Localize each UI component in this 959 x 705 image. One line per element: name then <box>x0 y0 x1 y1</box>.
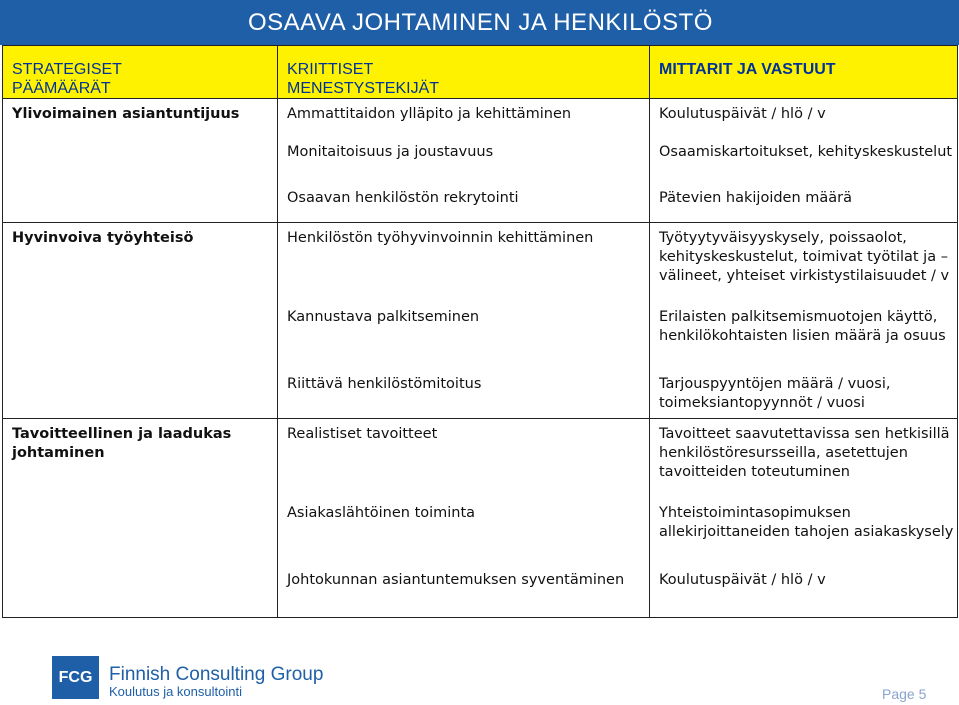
success-factor: Realistiset tavoitteet <box>278 418 650 504</box>
header-critical-success-factors: KRIITTISET MENESTYSTEKIJÄT <box>278 46 650 99</box>
success-factor: Kannustava palkitseminen <box>278 308 650 375</box>
metric: Työtyytyväisyyskysely, poissaolot, kehityskeskustelut, toimivat työtilat ja –välineet, yhteiset virkistystilaisuudet / v <box>650 222 958 308</box>
strategic-goal <box>3 308 278 375</box>
page-title: OSAAVA JOHTAMINEN JA HENKILÖSTÖ <box>248 8 713 36</box>
table-row <box>3 222 958 308</box>
header-metrics: MITTARIT JA VASTUUT <box>650 46 958 99</box>
strategic-goal: Hyvinvoiva työyhteisö <box>3 222 278 308</box>
metric: Erilaisten palkitsemismuotojen käyttö, henkilökohtaisten lisien määrä ja osuus <box>650 308 958 375</box>
table-row <box>3 308 958 375</box>
metric: Koulutuspäivät / hlö / v <box>650 571 958 617</box>
success-factor: Riittävä henkilöstömitoitus <box>278 375 650 418</box>
table-row <box>3 504 958 571</box>
title-bar <box>0 0 959 45</box>
success-factor: Ammattitaidon ylläpito ja kehittäminen <box>278 99 650 144</box>
strategic-goal: Tavoitteellinen ja laadukas johtaminen <box>3 418 278 504</box>
strategic-goal <box>3 504 278 571</box>
table-row <box>3 375 958 418</box>
strategic-goal <box>3 189 278 222</box>
metric: Yhteistoimintasopimuksen allekirjoittaneiden tahojen asiakaskysely <box>650 504 958 571</box>
table-row <box>3 99 958 144</box>
strategic-goal <box>3 571 278 617</box>
company-tagline: Koulutus ja konsultointi <box>109 684 242 699</box>
strategic-goal: Ylivoimainen asiantuntijuus <box>3 99 278 144</box>
header-strategic-goals: STRATEGISET PÄÄMÄÄRÄT <box>3 46 278 99</box>
metric: Osaamiskartoitukset, kehityskeskustelut <box>650 143 958 189</box>
success-factor: Henkilöstön työhyvinvoinnin kehittäminen <box>278 222 650 308</box>
metric: Tavoitteet saavutettavissa sen hetkisillä henkilöstöresursseilla, asetettujen tavoitteiden toteutuminen <box>650 418 958 504</box>
metric: Koulutuspäivät / hlö / v <box>650 99 958 144</box>
strategic-goal <box>3 375 278 418</box>
table-header-row <box>3 46 958 99</box>
success-factor: Monitaitoisuus ja joustavuus <box>278 143 650 189</box>
strategic-goal <box>3 143 278 189</box>
strategy-table <box>2 45 958 618</box>
table-row <box>3 571 958 617</box>
success-factor: Johtokunnan asiantuntemuksen syventäminen <box>278 571 650 617</box>
fcg-logo: FCG <box>52 656 99 699</box>
table-row <box>3 189 958 222</box>
page-number: Page 5 <box>882 686 927 702</box>
table-row <box>3 418 958 504</box>
metric: Tarjouspyyntöjen määrä / vuosi, toimeksiantopyynnöt / vuosi <box>650 375 958 418</box>
success-factor: Osaavan henkilöstön rekrytointi <box>278 189 650 222</box>
company-name: Finnish Consulting Group <box>109 664 324 685</box>
metric: Pätevien hakijoiden määrä <box>650 189 958 222</box>
table-row <box>3 143 958 189</box>
success-factor: Asiakaslähtöinen toiminta <box>278 504 650 571</box>
